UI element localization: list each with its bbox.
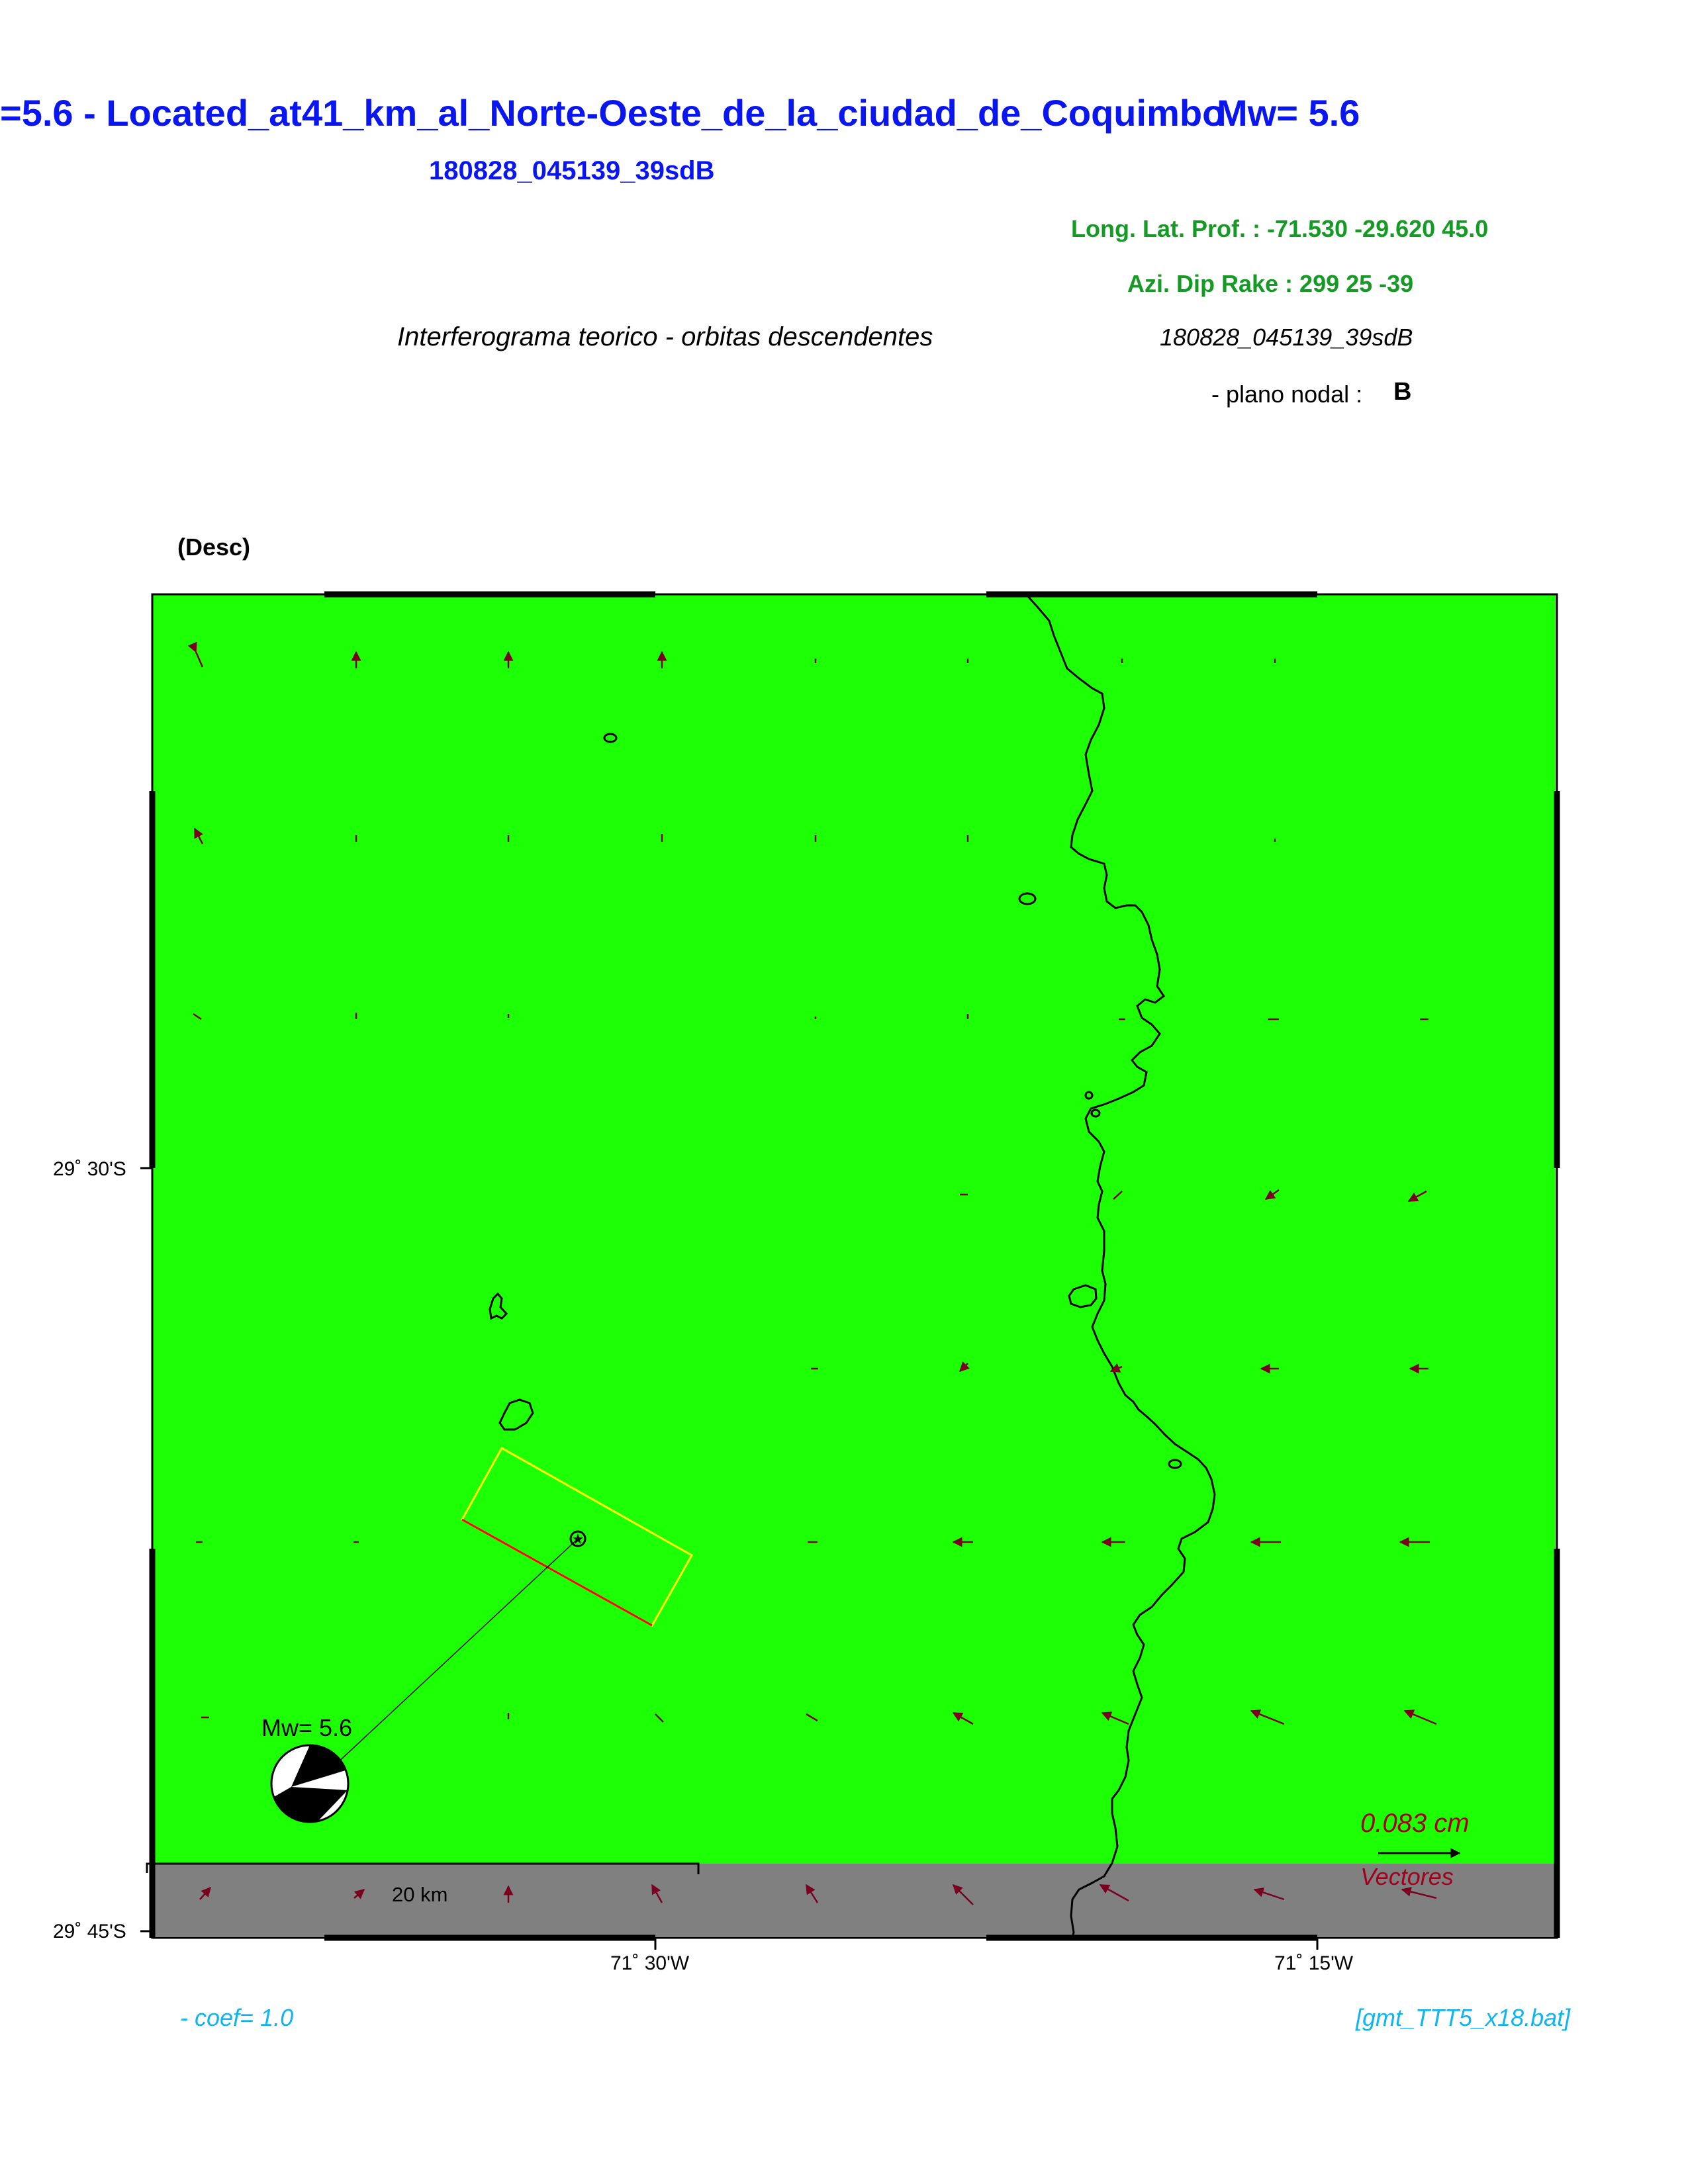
scale-bar-label: 20 km xyxy=(392,1883,448,1906)
vector-scale-caption: Vectores xyxy=(1360,1863,1454,1890)
nodal-plane-value: B xyxy=(1393,378,1412,406)
coef-label: - coef= 1.0 xyxy=(180,2004,294,2031)
lon-label-15: 71˚ 15'W xyxy=(1274,1952,1354,1974)
title-magnitude: Mw= 5.6 xyxy=(1217,92,1360,134)
focal-mechanism-beachball xyxy=(271,1745,348,1822)
lat-label-45: 29˚ 45'S xyxy=(53,1921,126,1942)
lon-label-30: 71˚ 30'W xyxy=(610,1952,690,1974)
script-label: [gmt_TTT5_x18.bat] xyxy=(1356,2004,1571,2031)
sea-strip xyxy=(152,1864,1556,1936)
lat-label-30: 29˚ 30'S xyxy=(53,1158,126,1180)
title-location: =5.6 - Located_at41_km_al_Norte-Oeste_de_la_ciudad_de_Coquimbo xyxy=(0,92,1225,134)
land-area xyxy=(152,594,1556,1864)
angles-line: Azi. Dip Rake : 299 25 -39 xyxy=(1127,270,1414,297)
event-id: 180828_045139_39sdB xyxy=(1160,324,1413,351)
interferogram-label: Interferograma teorico - orbitas descendentes xyxy=(397,322,933,351)
panel-label: (Desc) xyxy=(177,533,251,561)
nodal-plane-label: - plano nodal : xyxy=(1211,381,1363,408)
beachball-mw-label: Mw= 5.6 xyxy=(261,1714,353,1741)
coords-line: Long. Lat. Prof. : -71.530 -29.620 45.0 xyxy=(1071,215,1489,242)
vector-scale-value: 0.083 cm xyxy=(1360,1809,1470,1838)
subtitle: 180828_045139_39sdB xyxy=(429,156,715,185)
